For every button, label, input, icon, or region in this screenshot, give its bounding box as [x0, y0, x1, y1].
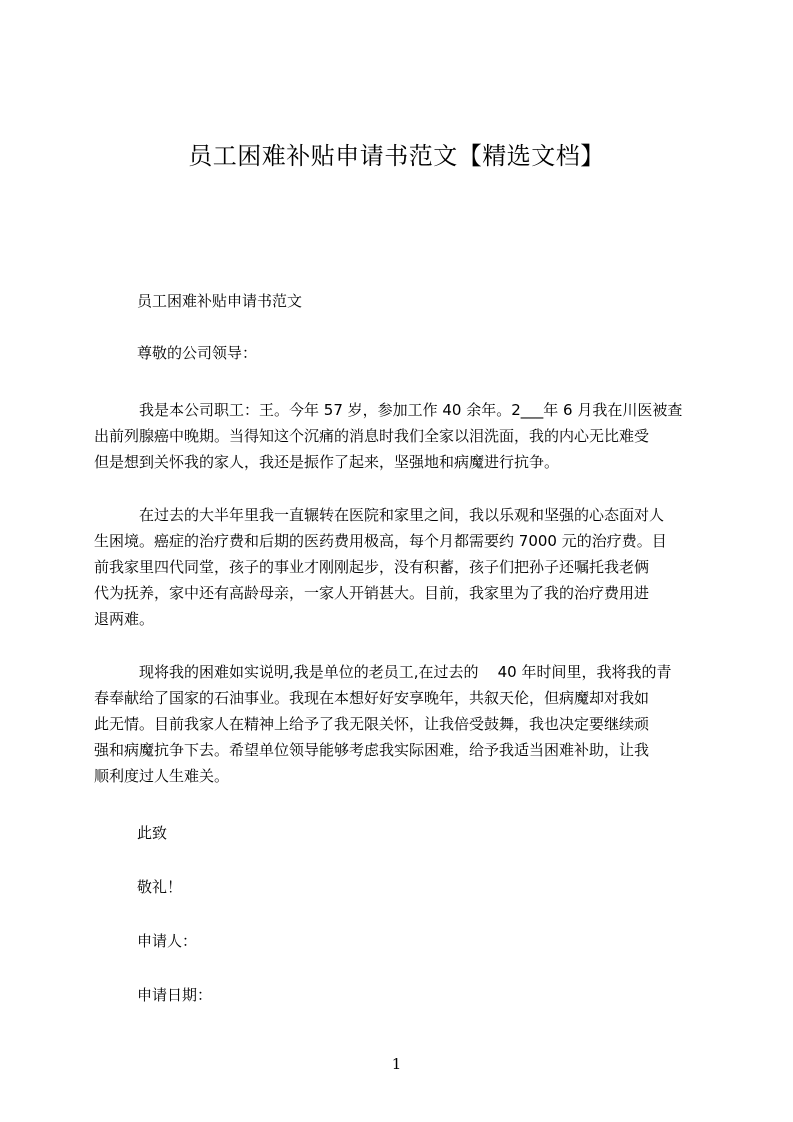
paragraph-line: 我是本公司职工：王。今年 57 岁，参加工作 40 余年。2___年 6 月我在川医被查	[139, 401, 683, 419]
document-title: 员工困难补贴申请书范文【精选文档】	[188, 142, 605, 170]
paragraph-line: 退两难。	[94, 610, 155, 628]
paragraph-line: 代为抚养，家中还有高龄母亲，一家人开销甚大。目前，我家里为了我的治疗费用进	[94, 584, 650, 602]
paragraph-line: 在过去的大半年里我一直辗转在医院和家里之间，我以乐观和坚强的心态面对人	[139, 506, 665, 524]
document-subtitle: 员工困难补贴申请书范文	[137, 292, 303, 310]
paragraph-line: 顺利度过人生难关。	[94, 767, 230, 785]
date-label: 申请日期：	[137, 986, 213, 1004]
closing-line-2: 敬礼！	[137, 878, 183, 896]
paragraph-line: 生困境。癌症的治疗费和后期的医药费用极高，每个月都需要约 7000 元的治疗费。目	[94, 532, 667, 550]
closing-line-1: 此致	[137, 824, 168, 842]
salutation: 尊敬的公司领导：	[137, 344, 258, 362]
paragraph-line: 现将我的困难如实说明,我是单位的老员工,在过去的 40 年时间里，我将我的青	[139, 663, 672, 681]
paragraph-line: 春奉献给了国家的石油事业。我现在本想好好安享晚年，共叙天伦，但病魔却对我如	[94, 689, 650, 707]
paragraph-line: 此无情。目前我家人在精神上给予了我无限关怀，让我倍受鼓舞，我也决定要继续顽	[94, 715, 650, 733]
paragraph-line: 强和病魔抗争下去。希望单位领导能够考虑我实际困难，给予我适当困难补助，让我	[94, 741, 650, 759]
paragraph-line: 前我家里四代同堂，孩子的事业才刚刚起步，没有积蓄，孩子们把孙子还嘱托我老俩	[94, 558, 650, 576]
paragraph-line: 出前列腺癌中晚期。当得知这个沉痛的消息时我们全家以泪洗面，我的内心无比难受	[94, 427, 650, 445]
page-number: 1	[391, 1055, 402, 1073]
applicant-label: 申请人：	[137, 932, 198, 950]
paragraph-line: 但是想到关怀我的家人，我还是振作了起来，坚强地和病魔进行抗争。	[94, 453, 560, 471]
